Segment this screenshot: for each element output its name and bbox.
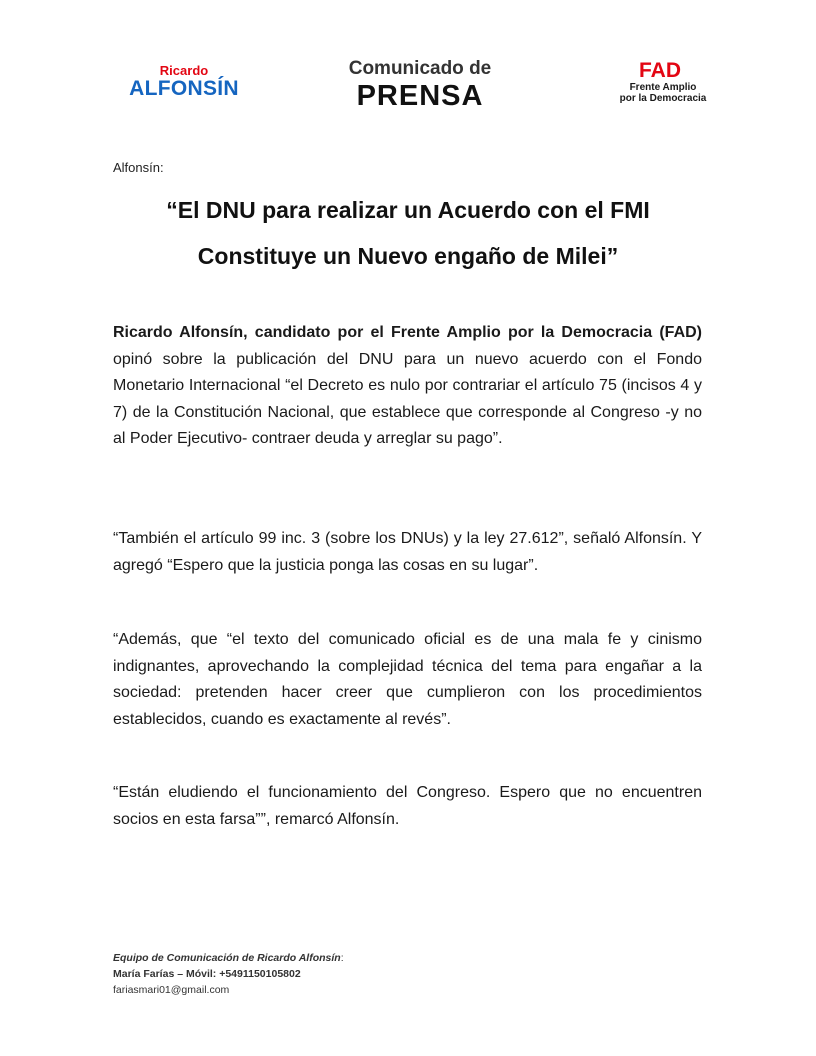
footer-email: fariasmari01@gmail.com [113,984,230,996]
paragraph-3: “Además, que “el texto del comunicado oficial es de una mala fe y cinismo indignantes, aprovechando la complejidad técnica del tema para engañar a la sociedad: pretenden hacer creer que cumplieron con los procedimientos establecidos, cuando es exactamente al revés”. [113,631,702,728]
kicker: Alfonsín: [113,160,164,175]
logo-first-name: Ricardo [159,63,209,78]
headline-line-2: Constituye un Nuevo engaño de Milei” [197,243,619,269]
press-logo-line1: Comunicado de [348,58,492,79]
press-release-logo [330,58,510,112]
fad-acronym: FAD [639,59,681,82]
footer-team-label: Equipo de Comunicación de Ricardo Alfonsín [113,952,341,964]
footer-team-suffix: : [340,952,344,964]
logo-last-name: ALFONSÍN [129,77,239,100]
fad-logo [612,60,708,104]
alfonsin-logo [124,64,244,100]
footer-team [113,950,344,966]
headline-line-1: “El DNU para realizar un Acuerdo con el FMI [166,197,650,223]
press-logo-line2: PRENSA [356,80,484,112]
paragraph-1 [113,320,702,453]
paragraph-4: “Están eludiendo el funcionamiento del Congreso. Espero que no encuentren socios en esta farsa””, remarcó Alfonsín. [113,784,702,828]
footer-contact: María Farías – Móvil: +5491150105802 [113,968,301,980]
paragraph-1-text: opinó sobre la publicación del DNU para un nuevo acuerdo con el Fondo Monetario Internacional “el Decreto es nulo por contrariar el artículo 75 (incisos 4 y 7) de la Constitución Nacional, que establece que corresponde al Congreso -y no al Poder Ejecutivo- contraer deuda y arreglar su pago”. [113,350,702,447]
paragraph-1-bold: Ricardo Alfonsín, candidato por el Frente Amplio por la Democracia (FAD) [113,324,702,341]
fad-line1: Frente Amplio [629,82,697,93]
fad-line2: por la Democracia [619,93,707,104]
paragraph-2: “También el artículo 99 inc. 3 (sobre los DNUs) y la ley 27.612”, señaló Alfonsín. Y agregó “Espero que la justicia ponga las cosas en su lugar”. [113,530,702,574]
footer [113,950,344,998]
